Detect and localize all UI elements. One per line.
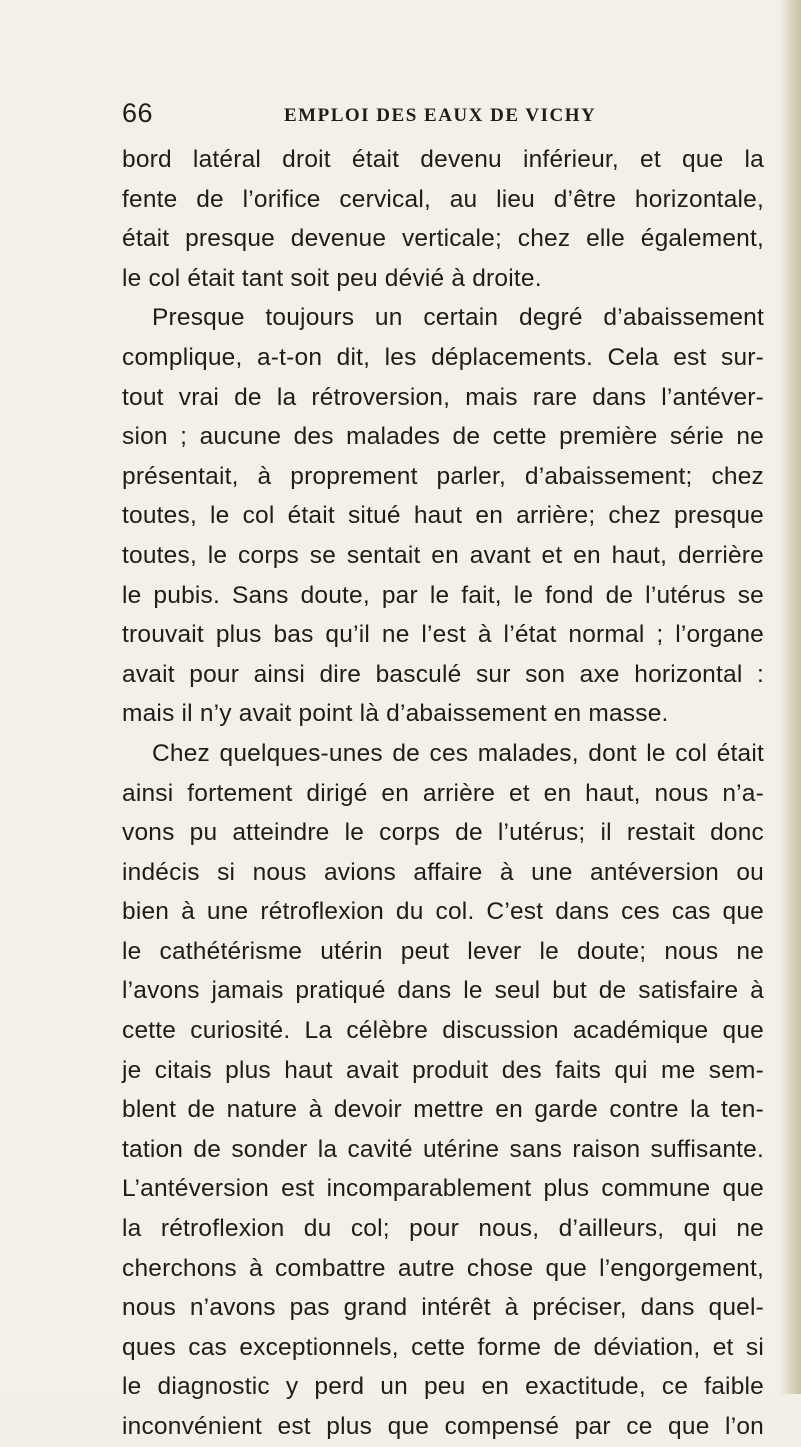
text-line: indécis si nous avions affaire à une antéversion ou [122, 858, 764, 886]
text-line: nous n’avons pas grand intérêt à préciser, dans quel- [122, 1294, 764, 1322]
page-number: 66 [122, 98, 154, 128]
text-line: mais il n’y avait point là d’abaissement en masse. [122, 700, 669, 728]
text-line: avait pour ainsi dire basculé sur son axe horizontal : [122, 660, 764, 688]
text-line: toutes, le corps se sentait en avant et en haut, derrière [122, 541, 764, 569]
body-text [122, 140, 764, 1447]
text-line: le col était tant soit peu dévié à droite. [122, 264, 542, 292]
text-line: l’avons jamais pratiqué dans le seul but de satisfaire à [122, 977, 764, 1005]
text-line: bord latéral droit était devenu inférieur, et que la [122, 146, 764, 173]
text-line: ques cas exceptionnels, cette forme de déviation, et si [122, 1333, 764, 1361]
text-line: blent de nature à devoir mettre en garde contre la ten- [122, 1096, 764, 1124]
text-line: la rétroflexion du col; pour nous, d’ailleurs, qui ne [122, 1215, 764, 1243]
text-line: Chez quelques-unes de ces malades, dont le col était [152, 739, 764, 767]
text-line: toutes, le col était situé haut en arrière; chez presque [122, 502, 764, 530]
text-line: fente de l’orifice cervical, au lieu d’être horizontale, [122, 185, 764, 213]
page-edge-shadow [779, 0, 801, 1394]
text-line: présentait, à proprement parler, d’abaissement; chez [122, 462, 764, 490]
text-line: vons pu atteindre le corps de l’utérus; il restait donc [122, 819, 764, 847]
text-line: trouvait plus bas qu’il ne l’est à l’état normal ; l’organe [122, 621, 764, 649]
text-line: bien à une rétroflexion du col. C’est dans ces cas que [122, 898, 764, 926]
running-title: EMPLOI DES EAUX DE VICHY [284, 105, 597, 126]
text-line: tation de sonder la cavité utérine sans raison suffisante. [122, 1135, 764, 1163]
text-line: cherchons à combattre autre chose que l’engorgement, [122, 1254, 764, 1282]
text-line: sion ; aucune des malades de cette première série ne [122, 423, 764, 451]
text-line: le pubis. Sans doute, par le fait, le fond de l’utérus se [122, 581, 764, 609]
text-line: je citais plus haut avait produit des faits qui me sem- [122, 1056, 764, 1084]
text-line: le cathétérisme utérin peut lever le doute; nous ne [122, 937, 764, 965]
text-line: inconvénient est plus que compensé par ce que l’on [122, 1413, 764, 1440]
page-header [122, 98, 762, 132]
text-line: complique, a-t-on dit, les déplacements. Cela est sur- [122, 343, 764, 371]
text-line: cette curiosité. La célèbre discussion académique que [122, 1017, 764, 1045]
text-line: était presque devenue verticale; chez elle également, [122, 225, 764, 253]
text-line: tout vrai de la rétroversion, mais rare dans l’antéver- [122, 383, 764, 411]
text-line: L’antéversion est incomparablement plus commune que [122, 1175, 764, 1203]
text-line: le diagnostic y perd un peu en exactitude, ce faible [122, 1373, 764, 1401]
text-line: ainsi fortement dirigé en arrière et en haut, nous n’a- [122, 779, 764, 807]
text-line: Presque toujours un certain degré d’abaissement [152, 304, 764, 332]
